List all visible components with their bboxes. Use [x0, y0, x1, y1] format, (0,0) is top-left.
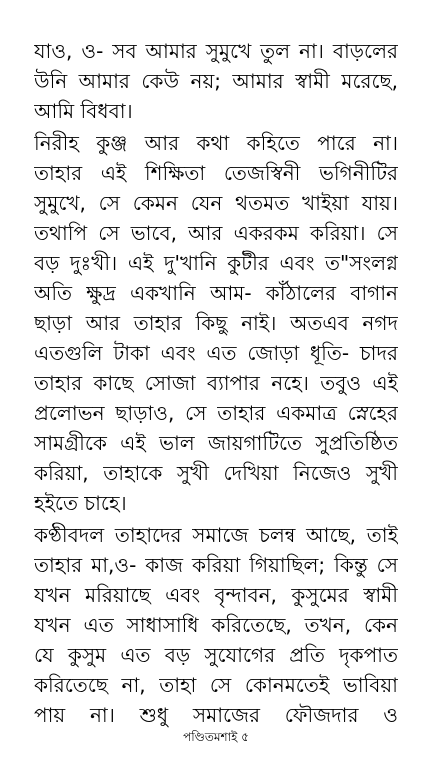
text-line: তাহার এই শিক্ষিতা তেজস্বিনী ভগিনীটির — [34, 161, 398, 185]
text-line: করিতেছে না, তাহা সে কোনমতেই ভাবিয়া — [34, 673, 398, 697]
text-line: সুমুখে, সে কেমন যেন থতমত খাইয়া যায়। — [34, 191, 398, 215]
paragraph — [34, 520, 398, 730]
text-line: এতগুলি টাকা এবং এত জোড়া ধূতি- চাদর — [34, 341, 398, 365]
paragraph — [34, 36, 398, 126]
text-line: যখন এত সাধাসাধি করিতেছে, তখন, কেন — [34, 613, 398, 637]
text-line: নিরীহ কুঞ্জ আর কথা কহিতে পারে না। — [34, 131, 398, 155]
text-line: তাহার কাছে সোজা ব্যাপার নহে। তবুও এই — [34, 371, 398, 395]
paragraph — [34, 128, 398, 518]
text-line: যে কুসুম এত বড় সুযোগের প্রতি দৃকপাত — [34, 643, 398, 667]
text-line: সামগ্রীকে এই ভাল জায়গাটিতে সুপ্রতিষ্ঠিত — [34, 431, 398, 455]
text-line: অতি ক্ষুদ্র একখানি আম- কাঁঠালের বাগান — [34, 281, 398, 305]
text-line: করিয়া, তাহাকে সুখী দেখিয়া নিজেও সুখী — [34, 461, 398, 485]
text-line: হইতে চাহে। — [34, 491, 127, 515]
text-line: প্রলোভন ছাড়াও, সে তাহার একমাত্র স্নেহের — [34, 401, 398, 425]
body-text — [34, 36, 398, 730]
text-line: উনি আমার কেউ নয়; আমার স্বামী মরেছে, — [34, 69, 398, 93]
text-line: তথাপি সে ভাবে, আর একরকম করিয়া। সে — [34, 221, 398, 245]
text-line: আমি বিধবা। — [34, 99, 133, 123]
text-line: কণ্ঠীবদল তাহাদের সমাজে চলন্ব আছে, তাই — [34, 523, 398, 547]
text-line: বড় দুঃখী। এই দু'খানি কুটীর এবং ত"সংলগ্ন — [34, 251, 398, 275]
text-line: যাও, ও- সব আমার সুমুখে তুল না। বাড়লের — [34, 39, 398, 63]
text-line: যখন মরিয়াছে এবং বৃন্দাবন, কুসুমের স্বামী — [34, 583, 398, 607]
page-footer: পণ্ডিতমশাই ৫ — [183, 730, 249, 744]
text-line: তাহার মা,ও- কাজ করিয়া গিয়াছিল; কিন্তু সে — [34, 553, 398, 577]
text-line: পায় না। শুধু সমাজের ফৌজদার ও — [34, 703, 398, 727]
text-line: ছাড়া আর তাহার কিছু নাই। অতএব নগদ — [34, 311, 398, 335]
